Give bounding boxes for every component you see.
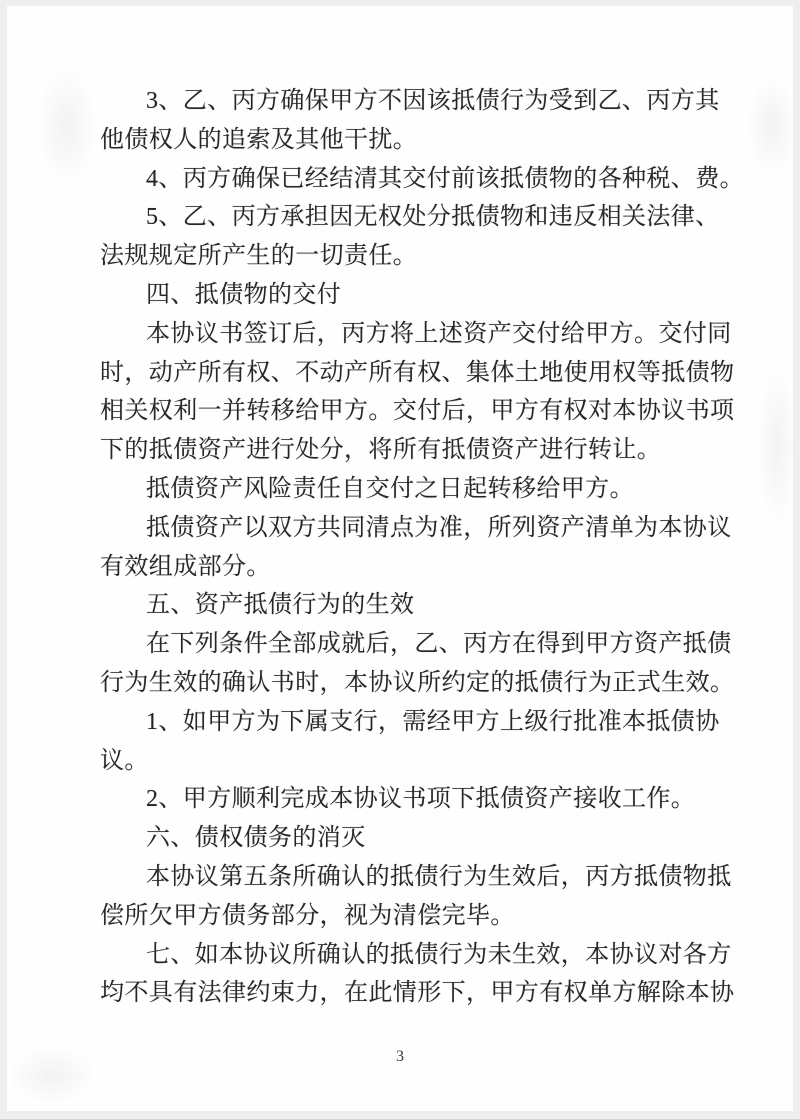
text-line: 本协议书签订后，丙方将上述资产交付给甲方。交付同 (146, 320, 732, 347)
text-line: 抵债资产风险责任自交付之日起转移给甲方。 (146, 475, 634, 502)
text-line: 他债权人的追索及其他干扰。 (100, 126, 418, 153)
text-line: 有效组成部分。 (100, 553, 271, 580)
text-line: 抵债资产以双方共同清点为准，所列资产清单为本协议 (146, 514, 732, 541)
text-line: 3、乙、丙方确保甲方不因该抵债行为受到乙、丙方其 (146, 88, 720, 114)
text-line: 1、如甲方为下属支行，需经甲方上级行批准本抵债协 (146, 708, 720, 735)
text-line: 议。 (100, 747, 149, 774)
text-line: 五、资产抵债行为的生效 (146, 592, 415, 619)
scan-smudge (37, 66, 97, 186)
text-line: 六、债权债务的消灭 (146, 825, 366, 852)
text-line: 下的抵债资产进行处分，将所有抵债资产进行转让。 (100, 437, 662, 464)
text-line: 偿所欠甲方债务部分，视为清偿完毕。 (100, 902, 515, 929)
text-line: 四、抵债物的交付 (146, 281, 342, 308)
text-line: 相关权利一并转移给甲方。交付后，甲方有权对本协议书项 (100, 398, 735, 425)
scan-smudge (757, 366, 797, 526)
text-line: 4、丙方确保已经结清其交付前该抵债物的各种税、费。 (146, 165, 744, 192)
text-line: 七、如本协议所确认的抵债行为未生效，本协议对各方 (146, 941, 732, 968)
text-line: 2、甲方顺利完成本协议书项下抵债资产接收工作。 (146, 786, 696, 813)
text-line: 在下列条件全部成就后，乙、丙方在得到甲方资产抵债 (146, 631, 732, 658)
text-line: 均不具有法律约束力，在此情形下，甲方有权单方解除本协 (100, 980, 735, 1007)
scan-smudge (747, 76, 797, 176)
text-line: 行为生效的确认书时，本协议所约定的抵债行为正式生效。 (100, 669, 735, 696)
page-number: 3 (396, 1048, 404, 1065)
text-line: 法规规定所产生的一切责任。 (100, 243, 418, 270)
text-line: 本协议第五条所确认的抵债行为生效后，丙方抵债物抵 (146, 863, 732, 890)
page-content (100, 82, 744, 1013)
text-line: 时，动产所有权、不动产所有权、集体土地使用权等抵债物 (100, 359, 735, 386)
text-line: 5、乙、丙方承担因无权处分抵债物和违反相关法律、 (146, 204, 720, 231)
